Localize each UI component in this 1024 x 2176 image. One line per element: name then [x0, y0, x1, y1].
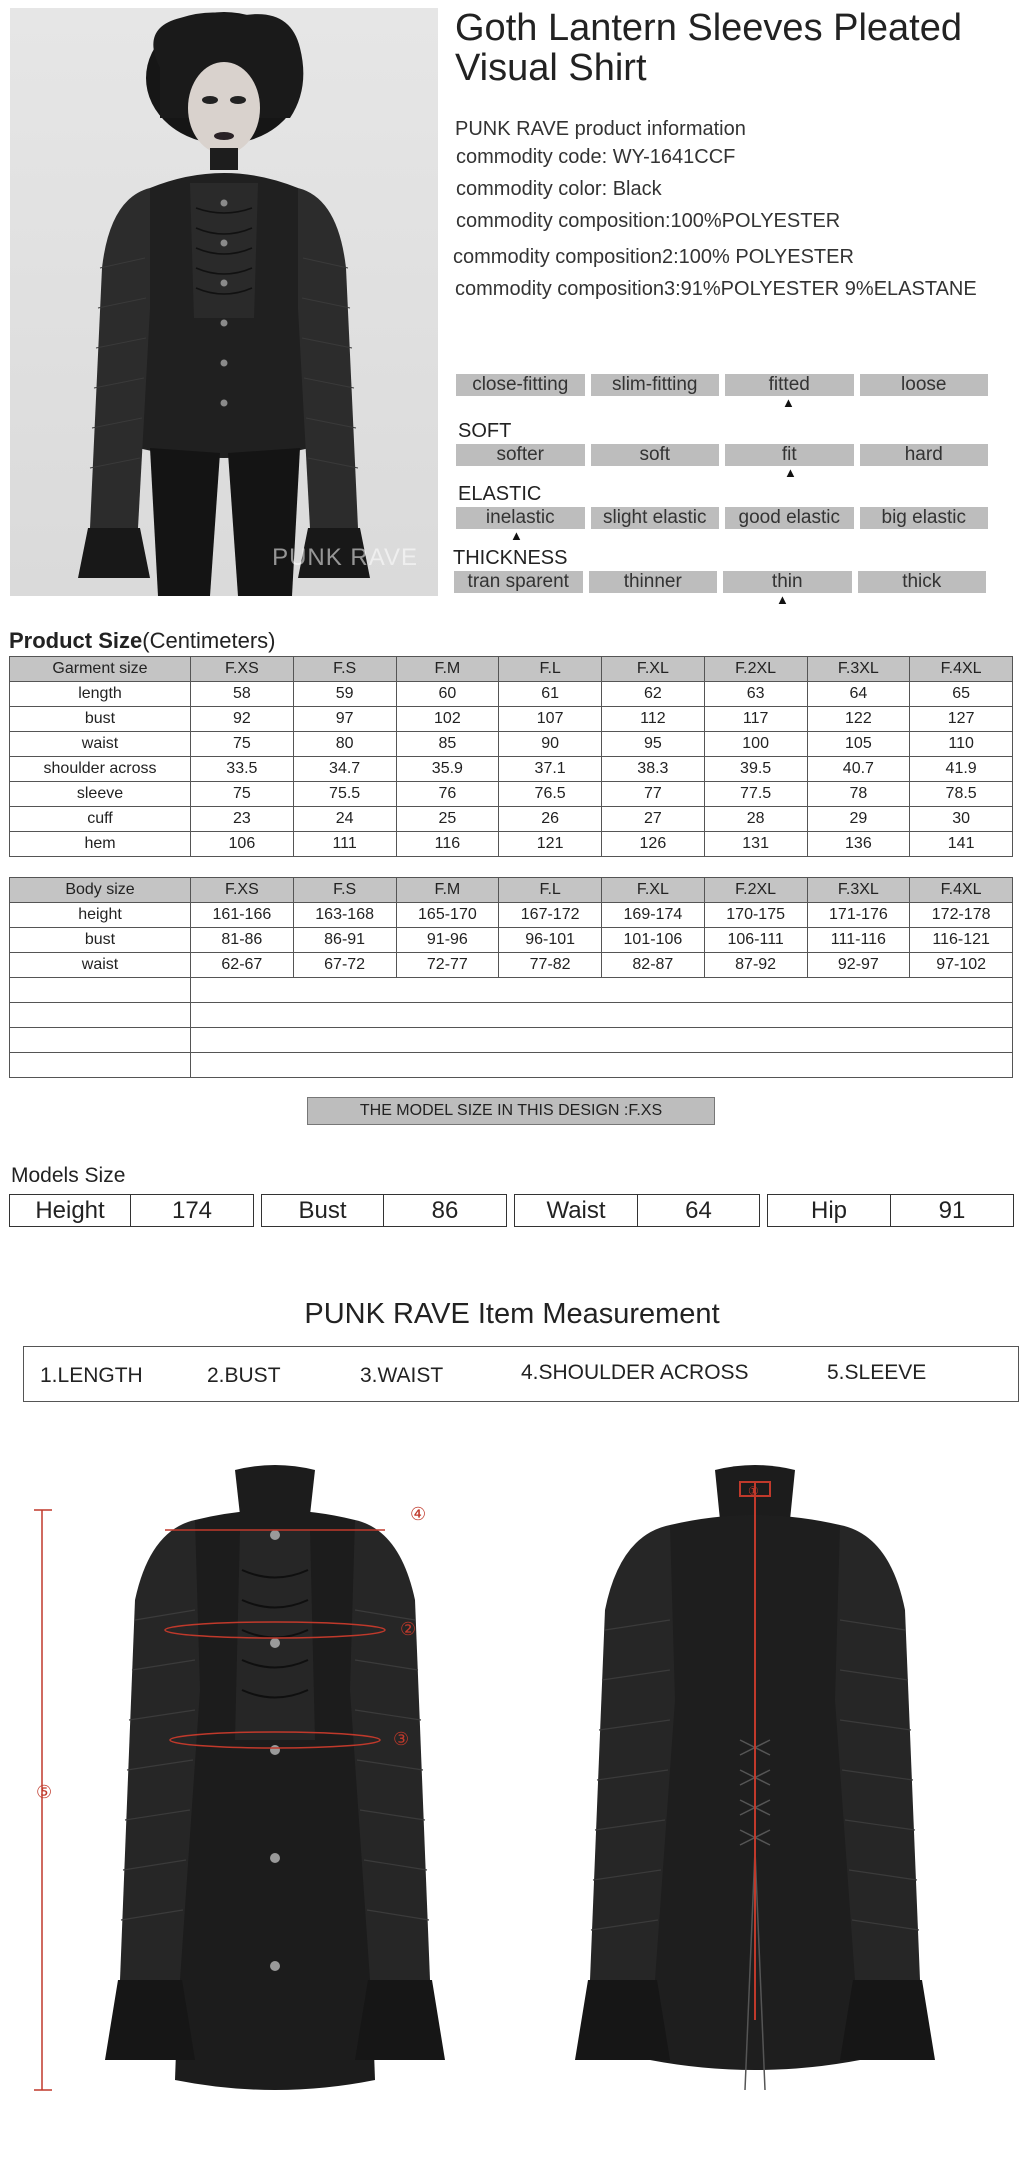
- fit-option: close-fitting: [456, 374, 585, 396]
- table-cell: 165-170: [396, 903, 499, 928]
- table-header-cell: F.XL: [602, 657, 705, 682]
- shoulder-marker: ④: [410, 1504, 427, 1524]
- model-bust-label: Bust: [262, 1195, 384, 1226]
- composition3-label: commodity composition3:: [455, 278, 681, 300]
- table-cell: 65: [910, 682, 1013, 707]
- elastic-label: ELASTIC: [458, 483, 542, 505]
- measurement-title: PUNK RAVE Item Measurement: [304, 1298, 720, 1330]
- product-size-heading: [9, 628, 276, 654]
- row-label-cell: bust: [10, 928, 191, 953]
- model-hip-label: Hip: [768, 1195, 891, 1226]
- soft-label: SOFT: [458, 420, 512, 442]
- table-cell: 111-116: [807, 928, 910, 953]
- row-label-cell: waist: [10, 953, 191, 978]
- elastic-option: good elastic: [725, 507, 854, 529]
- table-cell: 23: [191, 807, 294, 832]
- soft-option-selected: fit: [725, 444, 854, 466]
- table-header-cell: F.M: [396, 878, 499, 903]
- fit-scale: [456, 374, 988, 396]
- model-waist-label: Waist: [515, 1195, 638, 1226]
- elastic-scale: [456, 507, 988, 529]
- elastic-selected-marker-icon: ▲: [510, 528, 523, 543]
- table-cell: 75: [191, 732, 294, 757]
- table-cell: 126: [602, 832, 705, 857]
- model-hip-value: 91: [938, 1196, 966, 1224]
- table-cell: 107: [499, 707, 602, 732]
- table-cell: 75.5: [293, 782, 396, 807]
- table-cell: 62-67: [191, 953, 294, 978]
- table-header-cell: Garment size: [10, 657, 191, 682]
- table-header-cell: F.2XL: [704, 878, 807, 903]
- table-cell: 117: [704, 707, 807, 732]
- table-header-cell: F.2XL: [704, 657, 807, 682]
- product-size-table: [9, 656, 1013, 857]
- table-header-cell: F.M: [396, 657, 499, 682]
- table-header-cell: F.L: [499, 878, 602, 903]
- thickness-selected-marker-icon: ▲: [776, 592, 789, 607]
- empty-cell: [10, 1003, 191, 1028]
- table-cell: 34.7: [293, 757, 396, 782]
- color-line: [456, 178, 662, 201]
- table-cell: 171-176: [807, 903, 910, 928]
- table-cell: 27: [602, 807, 705, 832]
- empty-cell: [10, 1053, 191, 1078]
- table-cell: 64: [807, 682, 910, 707]
- table-cell: 62: [602, 682, 705, 707]
- table-cell: 30: [910, 807, 1013, 832]
- table-cell: 63: [704, 682, 807, 707]
- table-row: [10, 903, 1013, 928]
- table-cell: 102: [396, 707, 499, 732]
- bust-marker: ②: [400, 1619, 417, 1639]
- table-row: [10, 732, 1013, 757]
- table-cell: 110: [910, 732, 1013, 757]
- brand-watermark: PUNK RAVE: [272, 544, 418, 571]
- row-label-cell: sleeve: [10, 782, 191, 807]
- table-cell: 111: [293, 832, 396, 857]
- sleeve-marker: ⑤: [36, 1782, 53, 1802]
- table-cell: 33.5: [191, 757, 294, 782]
- table-cell: 77-82: [499, 953, 602, 978]
- table-header-cell: F.L: [499, 657, 602, 682]
- thickness-option: thick: [858, 571, 987, 593]
- table-cell: 28: [704, 807, 807, 832]
- table-cell: 29: [807, 807, 910, 832]
- table-header-cell: F.3XL: [807, 878, 910, 903]
- model-illustration: [10, 8, 438, 596]
- code-label: commodity code:: [456, 146, 608, 168]
- measurement-item: 3.WAIST: [360, 1364, 444, 1387]
- table-row: [10, 832, 1013, 857]
- table-header-cell: F.4XL: [910, 657, 1013, 682]
- table-cell: 106: [191, 832, 294, 857]
- models-size-heading: Models Size: [11, 1164, 126, 1187]
- table-cell: 78.5: [910, 782, 1013, 807]
- model-size-note: THE MODEL SIZE IN THIS DESIGN :F.XS: [307, 1097, 715, 1125]
- empty-table-row: [10, 978, 1013, 1003]
- model-height-box: [9, 1194, 254, 1227]
- table-cell: 95: [602, 732, 705, 757]
- table-cell: 169-174: [602, 903, 705, 928]
- table-cell: 82-87: [602, 953, 705, 978]
- table-cell: 81-86: [191, 928, 294, 953]
- table-cell: 76: [396, 782, 499, 807]
- fit-selected-marker-icon: ▲: [782, 395, 795, 410]
- table-cell: 41.9: [910, 757, 1013, 782]
- model-height-value: 174: [171, 1196, 213, 1224]
- table-header-cell: Body size: [10, 878, 191, 903]
- shirt-front-illustration: [30, 1440, 460, 2140]
- table-cell: 101-106: [602, 928, 705, 953]
- table-header-cell: F.S: [293, 657, 396, 682]
- table-row: [10, 682, 1013, 707]
- measurement-item: 1.LENGTH: [40, 1364, 143, 1387]
- empty-cell: [10, 1028, 191, 1053]
- model-height-label: Height: [10, 1195, 131, 1226]
- code-line: [456, 146, 735, 169]
- table-cell: 77: [602, 782, 705, 807]
- model-waist-value: 64: [685, 1196, 712, 1224]
- row-label-cell: shoulder across: [10, 757, 191, 782]
- table-cell: 106-111: [704, 928, 807, 953]
- table-cell: 136: [807, 832, 910, 857]
- table-cell: 75: [191, 782, 294, 807]
- thickness-option: thinner: [589, 571, 718, 593]
- table-cell: 24: [293, 807, 396, 832]
- empty-cell: [10, 978, 191, 1003]
- empty-cell: [191, 1003, 1013, 1028]
- table-cell: 72-77: [396, 953, 499, 978]
- table-cell: 61: [499, 682, 602, 707]
- composition-label: commodity composition:: [456, 210, 671, 232]
- table-cell: 100: [704, 732, 807, 757]
- table-cell: 121: [499, 832, 602, 857]
- table-row: [10, 807, 1013, 832]
- fit-option-selected: fitted: [725, 374, 854, 396]
- shirt-back-diagram: [540, 1440, 980, 2140]
- table-header-row: [10, 657, 1013, 682]
- table-cell: 116-121: [910, 928, 1013, 953]
- table-cell: 97-102: [910, 953, 1013, 978]
- empty-table-row: [10, 1028, 1013, 1053]
- row-label-cell: bust: [10, 707, 191, 732]
- composition2-label: commodity composition2:: [453, 246, 679, 268]
- fit-option: slim-fitting: [591, 374, 720, 396]
- table-cell: 172-178: [910, 903, 1013, 928]
- table-cell: 91-96: [396, 928, 499, 953]
- table-cell: 92: [191, 707, 294, 732]
- table-cell: 167-172: [499, 903, 602, 928]
- table-cell: 122: [807, 707, 910, 732]
- table-row: [10, 928, 1013, 953]
- soft-option: hard: [860, 444, 989, 466]
- table-header-cell: F.XL: [602, 878, 705, 903]
- code-value: WY-1641CCF: [612, 146, 736, 168]
- length-marker: ①: [748, 1484, 759, 1498]
- table-cell: 77.5: [704, 782, 807, 807]
- table-cell: 170-175: [704, 903, 807, 928]
- body-size-table: [9, 877, 1013, 1078]
- soft-scale: [456, 444, 988, 466]
- product-photo: [10, 8, 438, 596]
- composition-line: [456, 210, 840, 233]
- soft-option: soft: [591, 444, 720, 466]
- table-cell: 163-168: [293, 903, 396, 928]
- table-header-cell: F.XS: [191, 878, 294, 903]
- model-hip-box: [767, 1194, 1014, 1227]
- color-label: commodity color:: [456, 178, 608, 200]
- thickness-option: tran sparent: [454, 571, 583, 593]
- thickness-label: THICKNESS: [453, 547, 568, 569]
- waist-marker: ③: [393, 1729, 410, 1749]
- table-cell: 35.9: [396, 757, 499, 782]
- measurement-item: 4.SHOULDER ACROSS: [521, 1361, 749, 1384]
- product-title: Goth Lantern Sleeves Pleated Visual Shirt: [455, 7, 963, 89]
- elastic-option: slight elastic: [591, 507, 720, 529]
- measurement-item: 2.BUST: [207, 1364, 281, 1387]
- soft-option: softer: [456, 444, 585, 466]
- thickness-scale: [454, 571, 986, 593]
- soft-selected-marker-icon: ▲: [784, 465, 797, 480]
- table-cell: 86-91: [293, 928, 396, 953]
- empty-cell: [191, 1053, 1013, 1078]
- thickness-option-selected: thin: [723, 571, 852, 593]
- composition2-value: 100% POLYESTER: [678, 246, 854, 268]
- table-cell: 38.3: [602, 757, 705, 782]
- table-cell: 25: [396, 807, 499, 832]
- color-value: Black: [612, 178, 662, 200]
- shirt-front-diagram: [30, 1440, 460, 2140]
- empty-cell: [191, 978, 1013, 1003]
- fit-option: loose: [860, 374, 989, 396]
- table-cell: 40.7: [807, 757, 910, 782]
- table-cell: 105: [807, 732, 910, 757]
- table-cell: 58: [191, 682, 294, 707]
- composition3-value: 91%POLYESTER 9%ELASTANE: [680, 278, 977, 300]
- composition2-line: [453, 246, 854, 269]
- table-cell: 97: [293, 707, 396, 732]
- model-bust-box: [261, 1194, 507, 1227]
- table-row: [10, 757, 1013, 782]
- table-cell: 37.1: [499, 757, 602, 782]
- table-cell: 112: [602, 707, 705, 732]
- model-waist-box: [514, 1194, 760, 1227]
- measurement-legend: [23, 1346, 1019, 1402]
- row-label-cell: length: [10, 682, 191, 707]
- table-cell: 85: [396, 732, 499, 757]
- table-cell: 141: [910, 832, 1013, 857]
- table-row: [10, 782, 1013, 807]
- table-row: [10, 707, 1013, 732]
- empty-table-row: [10, 1003, 1013, 1028]
- table-cell: 76.5: [499, 782, 602, 807]
- table-cell: 90: [499, 732, 602, 757]
- table-cell: 116: [396, 832, 499, 857]
- model-bust-value: 86: [431, 1196, 459, 1224]
- table-header-row: [10, 878, 1013, 903]
- row-label-cell: waist: [10, 732, 191, 757]
- table-row: [10, 953, 1013, 978]
- table-cell: 59: [293, 682, 396, 707]
- table-cell: 161-166: [191, 903, 294, 928]
- composition3-line: [455, 278, 977, 301]
- row-label-cell: hem: [10, 832, 191, 857]
- product-size-unit: (Centimeters): [142, 628, 276, 653]
- table-cell: 60: [396, 682, 499, 707]
- empty-cell: [191, 1028, 1013, 1053]
- table-cell: 96-101: [499, 928, 602, 953]
- table-cell: 92-97: [807, 953, 910, 978]
- table-cell: 26: [499, 807, 602, 832]
- product-size-title: Product Size: [9, 628, 143, 653]
- empty-table-row: [10, 1053, 1013, 1078]
- info-heading: PUNK RAVE product information: [455, 118, 746, 140]
- row-label-cell: cuff: [10, 807, 191, 832]
- table-cell: 87-92: [704, 953, 807, 978]
- table-header-cell: F.3XL: [807, 657, 910, 682]
- table-header-cell: F.XS: [191, 657, 294, 682]
- table-cell: 80: [293, 732, 396, 757]
- elastic-option: big elastic: [860, 507, 989, 529]
- table-header-cell: F.4XL: [910, 878, 1013, 903]
- elastic-option-selected: inelastic: [456, 507, 585, 529]
- table-cell: 39.5: [704, 757, 807, 782]
- measurement-item: 5.SLEEVE: [827, 1361, 927, 1384]
- table-cell: 67-72: [293, 953, 396, 978]
- table-cell: 78: [807, 782, 910, 807]
- shirt-back-illustration: [540, 1440, 980, 2140]
- composition-value: 100%POLYESTER: [670, 210, 841, 232]
- row-label-cell: height: [10, 903, 191, 928]
- table-cell: 127: [910, 707, 1013, 732]
- table-cell: 131: [704, 832, 807, 857]
- table-header-cell: F.S: [293, 878, 396, 903]
